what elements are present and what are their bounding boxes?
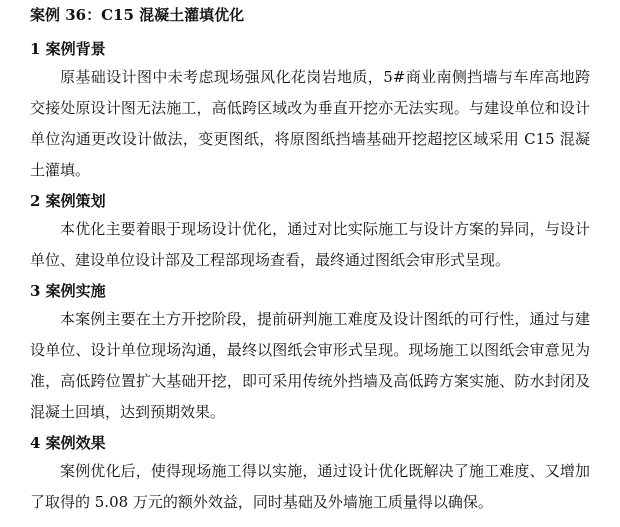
section-body-implementation: 本案例主要在土方开挖阶段，提前研判施工难度及设计图纸的可行性，通过与建设单位、设计单位现场沟通，最终以图纸会审形式呈现。现场施工以图纸会审意见为准，高低跨位置扩大基础开挖，即可采用传统外挡墙及高低跨方案实施、防水封闭及混凝土回填，达到预期效果。 — [30, 310, 590, 421]
section-body-effect: 案例优化后，使得现场施工得以实施，通过设计优化既解决了施工难度、又增加了取得的 5.08 万元的额外效益，同时基础及外墙施工质量得以确保。 — [30, 462, 590, 511]
section-heading-implementation: 3 案例实施 — [30, 282, 106, 300]
section-heading-effect: 4 案例效果 — [30, 434, 106, 452]
document-title: 案例 36：C15 混凝土灌填优化 — [30, 6, 245, 24]
section-heading-planning: 2 案例策划 — [30, 192, 106, 210]
section-heading-background: 1 案例背景 — [30, 40, 106, 58]
section-body-background: 原基础设计图中未考虑现场强风化花岗岩地质，5#商业南侧挡墙与车库高地跨交接处原设计图无法施工，高低跨区域改为垂直开挖亦无法实现。与建设单位和设计单位沟通更改设计做法，变更图纸，将原图纸挡墙基础开挖超挖区域采用 C15 混凝土灌填。 — [30, 68, 590, 179]
section-body-planning: 本优化主要着眼于现场设计优化，通过对比实际施工与设计方案的异同，与设计单位、建设单位设计部及工程部现场查看，最终通过图纸会审形式呈现。 — [30, 220, 590, 269]
